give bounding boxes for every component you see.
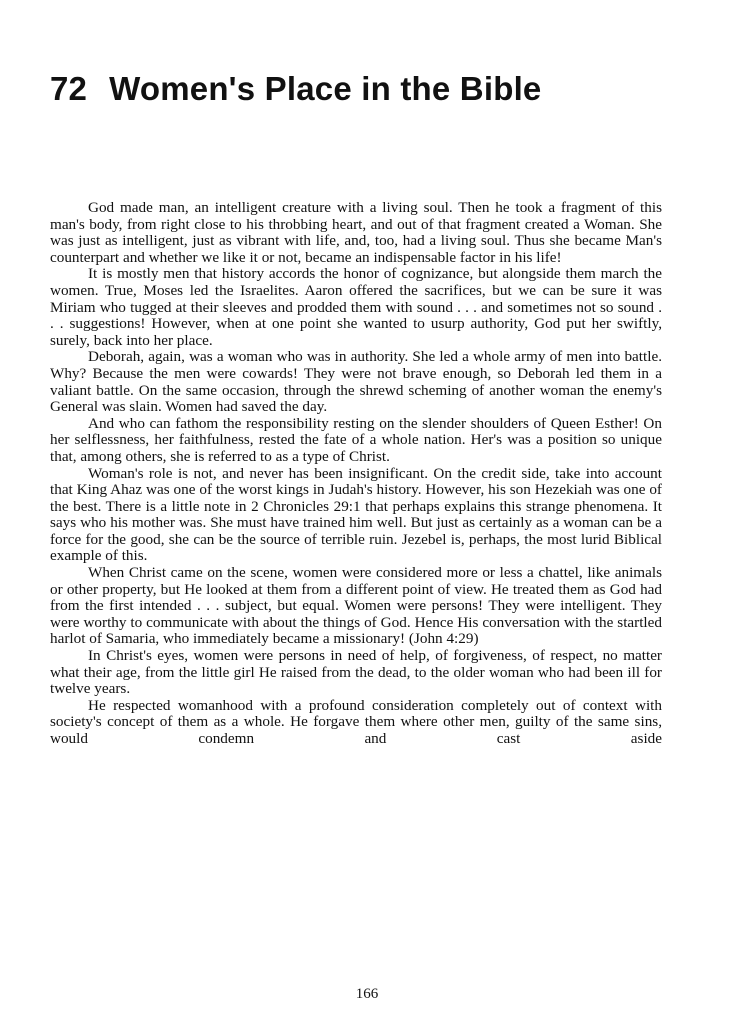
paragraph: In Christ's eyes, women were persons in need of help, of forgiveness, of respect, no matter what their age, from the little girl He raised from the dead, to the older woman who had been ill for twelve years. xyxy=(50,647,662,698)
paragraph: Woman's role is not, and never has been insignificant. On the credit side, take into account that King Ahaz was one of the worst kings in Judah's history. However, his son Hezekiah was one of the best. There is a little note in 2 Chronicles 29:1 that perhaps explains this strange phenomena. It says who his mother was. She must have trained him well. But just as certainly as a woman can be a force for the good, she can be the source of terrible ruin. Jezebel is, perhaps, the most lurid Biblical example of this. xyxy=(50,464,662,565)
page-title xyxy=(50,66,542,112)
paragraph: He respected womanhood with a profound consideration completely out of context with society's concept of them as a whole. He forgave them where other men, guilty of the same sins, would condemn and cast aside xyxy=(50,696,662,747)
body-text xyxy=(50,200,662,748)
chapter-number: 72 xyxy=(50,70,88,107)
paragraph: God made man, an intelligent creature with a living soul. Then he took a fragment of this man's body, from right close to his throbbing heart, and out of that fragment created a Woman. She was just as intelligent, just as vibrant with life, and, too, had a living soul. Thus she became Man's counterpart and whether we like it or not, became an indispensable factor in his life! xyxy=(50,199,662,266)
page-number: 166 xyxy=(355,986,379,1002)
chapter-title: Women's Place in the Bible xyxy=(109,70,542,107)
paragraph: It is mostly men that history accords the honor of cognizance, but alongside them march the women. True, Moses led the Israelites. Aaron offered the sacrifices, but we can be sure it was Miriam who tugged at their sleeves and prodded them with sound . . . and sometimes not so sound . . . suggestions! However, when at one point she wanted to usurp authority, God put her swiftly, surely, back into her place. xyxy=(50,265,662,349)
paragraph: And who can fathom the responsibility resting on the slender shoulders of Queen Esther! On her selflessness, her faithfulness, rested the fate of a whole nation. Her's was a position so unique that, among others, she is referred to as a type of Christ. xyxy=(50,414,662,465)
paragraph: Deborah, again, was a woman who was in authority. She led a whole army of men into battle. Why? Because the men were cowards! They were not brave enough, so Deborah led them in a valiant battle. On the same occasion, through the shrewd scheming of another woman the enemy's General was slain. Women had saved the day. xyxy=(50,348,662,416)
paragraph: When Christ came on the scene, women were considered more or less a chattel, like animals or other property, but He looked at them from a different point of view. He treated them as God had from the first intended . . . subject, but equal. Women were persons! They were intelligent. They were worthy to communicate with about the things of God. Hence His conversation with the startled harlot of Samaria, who immediately became a missionary! (John 4:29) xyxy=(50,564,662,648)
